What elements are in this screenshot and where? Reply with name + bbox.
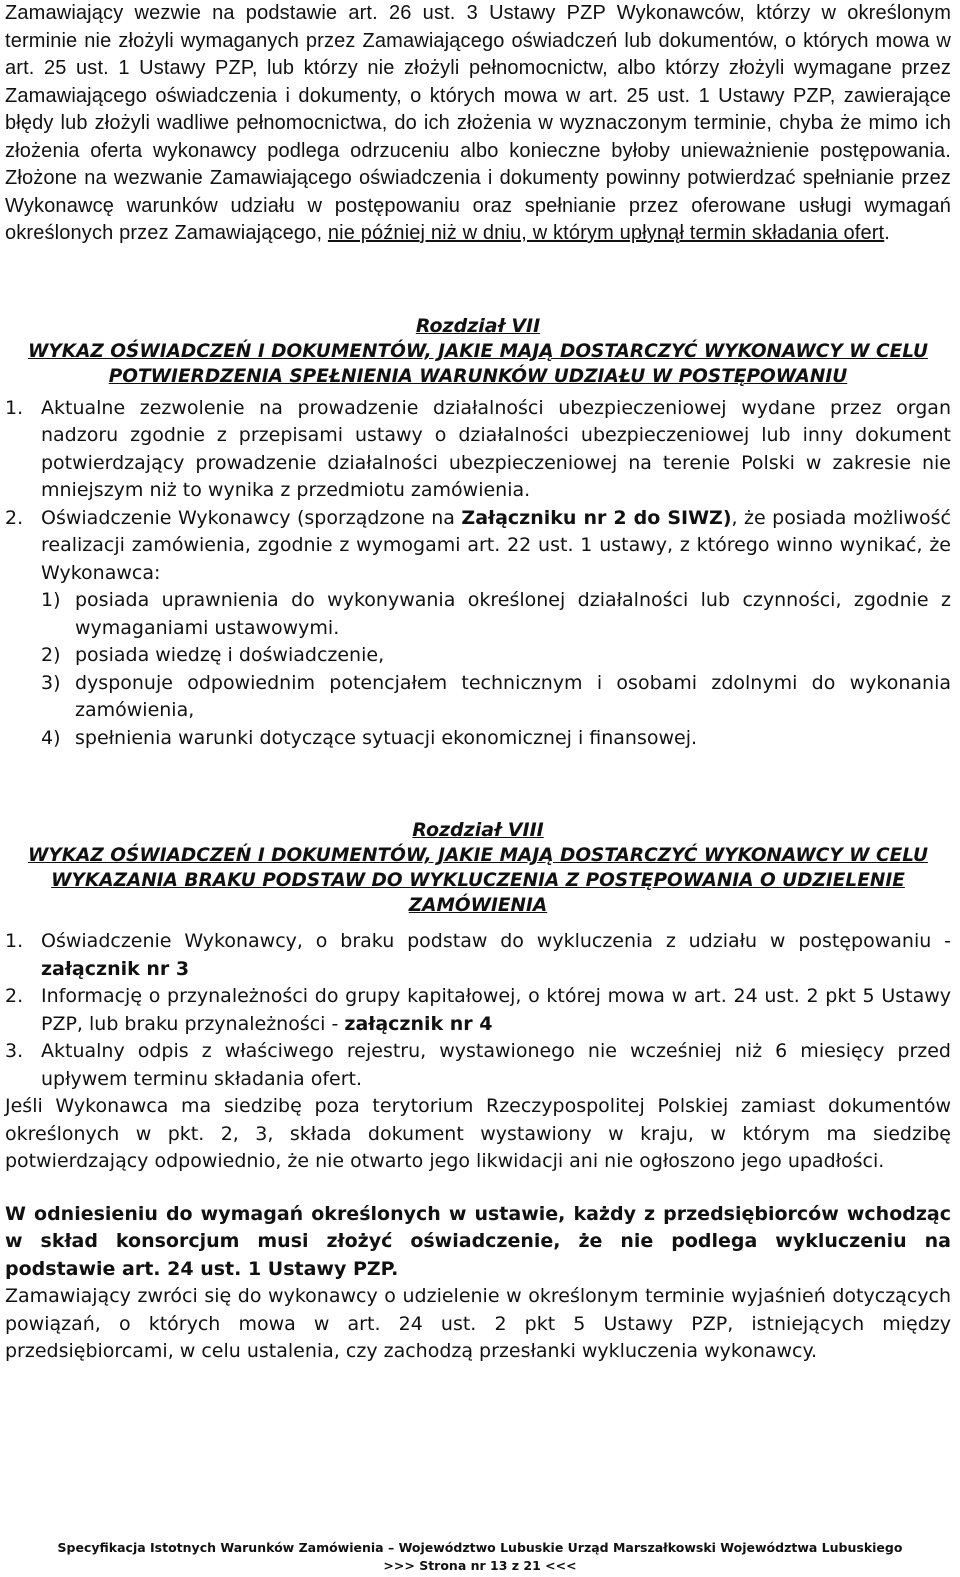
item-text-main: Oświadczenie Wykonawcy, o braku podstaw do wykluczenia z udziału w postępowaniu - <box>41 930 951 952</box>
sub-text: posiada wiedzę i doświadczenie, <box>75 644 385 666</box>
chapter-8-list <box>5 928 951 1093</box>
item-number: 2. <box>5 985 24 1007</box>
page-footer <box>0 1539 960 1575</box>
spacer <box>5 248 951 314</box>
list-item <box>5 505 951 588</box>
sub-text: dysponuje odpowiednim potencjałem technicznym i osobami zdolnymi do wykonania zamówienia, <box>75 671 951 721</box>
intro-deadline-underlined: nie później niż w dniu, w którym upłynął termin składania ofert <box>327 222 885 244</box>
consortium-paragraph: W odniesieniu do wymagań określonych w ustawie, każdy z przedsiębiorców wchodząc w skład konsorcjum musi złożyć oświadczenie, że nie podlega wykluczeniu na podstawie art. 24 ust. 1 Ustawy PZP. <box>5 1202 951 1280</box>
sub-item <box>41 642 951 670</box>
footer-document-title: Specyfikacja Istotnych Warunków Zamówienia – Województwo Lubuskie Urząd Marszałkowski Województwa Lubuskiego <box>57 1540 903 1555</box>
clarification-paragraph: Zamawiający zwróci się do wykonawcy o udzielenie w określonym terminie wyjaśnień dotyczących powiązań, o których mowa w art. 24 ust. 2 pkt 5 Ustawy PZP, istniejących między przedsiębiorcami, w celu ustalenia, czy zachodzą przesłanki wykluczenia wykonawcy. <box>5 1285 951 1362</box>
chapter-7-heading: WYKAZ OŚWIADCZEŃ I DOKUMENTÓW, JAKIE MAJĄ DOSTARCZYĆ WYKONAWCY W CELU POTWIERDZENIA SPEŁNIENIA WARUNKÓW UDZIAŁU W POSTĘPOWANIU <box>27 340 929 387</box>
spacer <box>5 752 951 818</box>
item-number: 2. <box>5 506 24 529</box>
item-text <box>41 928 951 983</box>
sub-number: 4) <box>41 726 61 749</box>
intro-paragraph <box>5 0 951 248</box>
list-item <box>5 983 951 1038</box>
list-item <box>5 395 951 505</box>
item-text-pre: Oświadczenie Wykonawcy (sporządzone na <box>41 506 462 529</box>
page-content <box>5 0 951 1366</box>
item-text <box>41 983 951 1038</box>
sub-text: spełnienia warunki dotyczące sytuacji ekonomicznej i finansowej. <box>75 726 698 749</box>
sub-list <box>5 587 951 752</box>
item-number: 1. <box>5 396 24 419</box>
item-text: Aktualne zezwolenie na prowadzenie działalności ubezpieczeniowej wydane przez organ nadzoru zgodnie z przepisami ustawy o działalności ubezpieczeniowej lub inny dokument potwierdzający prowadzenie działalności ubezpieczeniowej na terenie Polski w zakresie nie mniejszym niż to wynika z przedmiotu zamówienia. <box>41 396 951 501</box>
sub-number: 1) <box>41 589 61 611</box>
sub-text: posiada uprawnienia do wykonywania określonej działalności lub czynności, zgodnie z wymaganiami ustawowymi. <box>75 589 951 639</box>
sub-number: 3) <box>41 671 61 694</box>
spacer <box>5 1176 951 1201</box>
chapter-8-title: Rozdział VIII <box>412 819 544 841</box>
intro-end: . <box>884 222 890 244</box>
sub-item <box>41 670 951 725</box>
chapter-7-title: Rozdział VII <box>415 314 541 337</box>
item-number: 3. <box>5 1040 24 1062</box>
footer-page-number: >>> Strona nr 13 z 21 <<< <box>383 1558 577 1573</box>
chapter-7-list <box>5 395 951 753</box>
attachment-ref: załącznik nr 3 <box>41 957 190 980</box>
sub-number: 2) <box>41 644 61 666</box>
foreign-seat-paragraph: Jeśli Wykonawca ma siedzibę poza terytorium Rzeczypospolitej Polskiej zamiast dokumentów określonych w pkt. 2, 3, składa dokument wystawiony w kraju, w którym ma siedzibę potwierdzający odpowiednio, że nie otwarto jego likwidacji ani nie ogłoszono jego upadłości. <box>5 1095 951 1172</box>
intro-text: Zamawiający wezwie na podstawie art. 26 ust. 3 Ustawy PZP Wykonawców, którzy w określonym terminie nie złożyli wymaganych przez Zamawiającego oświadczeń lub dokumentów, o których mowa w art. 25 ust. 1 Ustawy PZP, lub którzy nie złożyli pełnomocnictw, albo którzy złożyli wymagane przez Zamawiającego oświadczenia i dokumenty, o których mowa w art. 25 ust. 1 Ustawy PZP, zawierające błędy lub złożyli wadliwe pełnomocnictwa, do ich złożenia w wyznaczonym terminie, chyba że mimo ich złożenia oferta wykonawcy podlega odrzuceniu albo konieczne byłoby unieważnienie postępowania. Złożone na wezwanie Zamawiającego oświadczenia i dokumenty powinny potwierdzać spełnianie przez Wykonawcę warunków udziału w postępowaniu oraz spełnianie przez oferowane usługi wymagań określonych przez Zamawiającego, <box>5 2 951 244</box>
item-text <box>41 505 951 588</box>
item-text: Aktualny odpis z właściwego rejestru, wystawionego nie wcześniej niż 6 miesięcy przed upływem terminu składania ofert. <box>41 1040 951 1090</box>
item-number: 1. <box>5 930 24 952</box>
sub-item <box>41 587 951 642</box>
list-item <box>5 1038 951 1093</box>
attachment-ref: załącznik nr 4 <box>344 1012 493 1035</box>
chapter-8-heading: WYKAZ OŚWIADCZEŃ I DOKUMENTÓW, JAKIE MAJĄ DOSTARCZYĆ WYKONAWCY W CELU WYKAZANIA BRAKU PODSTAW DO WYKLUCZENIA Z POSTĘPOWANIA O UDZIELENIE ZAMÓWIENIA <box>27 845 929 916</box>
item-text-main: Informację o przynależności do grupy kapitałowej, o której mowa w art. 24 ust. 2 pkt 5 Ustawy PZP, lub braku przynależności - <box>41 985 951 1035</box>
sub-item <box>41 725 951 753</box>
list-item <box>5 928 951 983</box>
attachment-ref: Załączniku nr 2 do SIWZ) <box>461 506 732 529</box>
item-text-post: , że posiada możliwość realizacji zamówienia, zgodnie z wymogami art. 22 ust. 1 ustawy, z którego winno wynikać, że Wykonawca: <box>41 506 951 584</box>
